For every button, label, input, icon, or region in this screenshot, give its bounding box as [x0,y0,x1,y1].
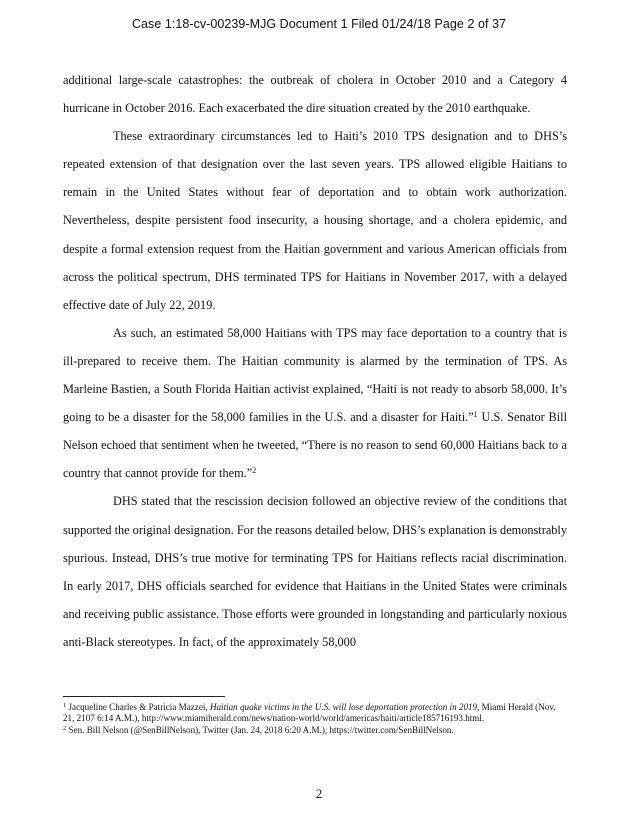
paragraph-2: These extraordinary circumstances led to Haiti’s 2010 TPS designation and to DHS’s repeated extension of that designation over the last seven years. TPS allowed eligible Haitians to remain in the United States without fear of deportation and to obtain work authorization. Nevertheless, despite persistent food insecurity, a housing shortage, and a cholera epidemic, and despite a formal extension request from the Haitian government and various American officials from across the political spectrum, DHS terminated TPS for Haitians in November 2017, with a delayed effective date of July 22, 2019. [63,129,567,312]
footnote-2 [63,725,567,736]
paragraph-1: additional large-scale catastrophes: the outbreak of cholera in October 2010 and a Category 4 hurricane in October 2016. Each exacerbated the dire situation created by the 2010 earthquake. [63,73,567,116]
footnote-ref-2: 2 [252,466,257,476]
court-filing-header: Case 1:18-cv-00239-MJG Document 1 Filed 01/24/18 Page 2 of 37 [131,17,507,31]
footnote-1-pre: Jacqueline Charles & Patricia Mazzei, [66,702,210,712]
footnote-2-number: 2 [63,724,67,732]
footnote-1-number: 1 [63,702,67,709]
footnote-2-text: Sen. Bill Nelson (@SenBillNelson), Twitter (Jan. 24, 2018 6:20 A.M.), https://twitter.com/SenBillNelson. [66,724,454,735]
paragraph-3-text-a: As such, an estimated 58,000 Haitians with TPS may face deportation to a country that is ill-prepared to receive them. The Haitian community is alarmed by the termination of TPS. As Marleine Bastien, a South Florida Haitian activist explained, “Haiti is not ready to absorb 58,000. It’s going to be a disaster for the 58,000 families in the U.S. and a disaster for Haiti.” [63,325,567,425]
paragraph-4: DHS stated that the rescission decision followed an objective review of the conditions that supported the original designation. For the reasons detailed below, DHS’s explanation is demonstrably spurious. Instead, DHS’s true motive for terminating TPS for Haitians reflects racial discrimination. In early 2017, DHS officials searched for evidence that Haitians in the United States were criminals and receiving public assistance. Those efforts were grounded in longstanding and particularly noxious anti-Black stereotypes. In fact, of the approximately 58,000 [63,494,567,649]
page-number: 2 [315,787,323,801]
footnote-ref-1: 1 [473,410,478,420]
footnote-separator [63,696,225,697]
footnote-1-article-title: Haitian quake victims in the U.S. will lose deportation protection in 2019 [209,702,478,712]
document-body [63,66,567,656]
footnote-1-post: , Miami Herald (Nov. 21, 2107 6:14 A.M.), http://www.miamiherald.com/news/nation-world/world/americas/haiti/article185716193.html. [63,702,556,724]
paragraph-3 [63,319,567,488]
paragraph-3-text-b: U.S. Senator Bill Nelson echoed that sentiment when he tweeted, “There is no reason to send 60,000 Haitians back to a country that cannot provide for them.” [63,410,567,481]
footnote-1 [63,702,567,725]
footnotes [63,702,567,736]
